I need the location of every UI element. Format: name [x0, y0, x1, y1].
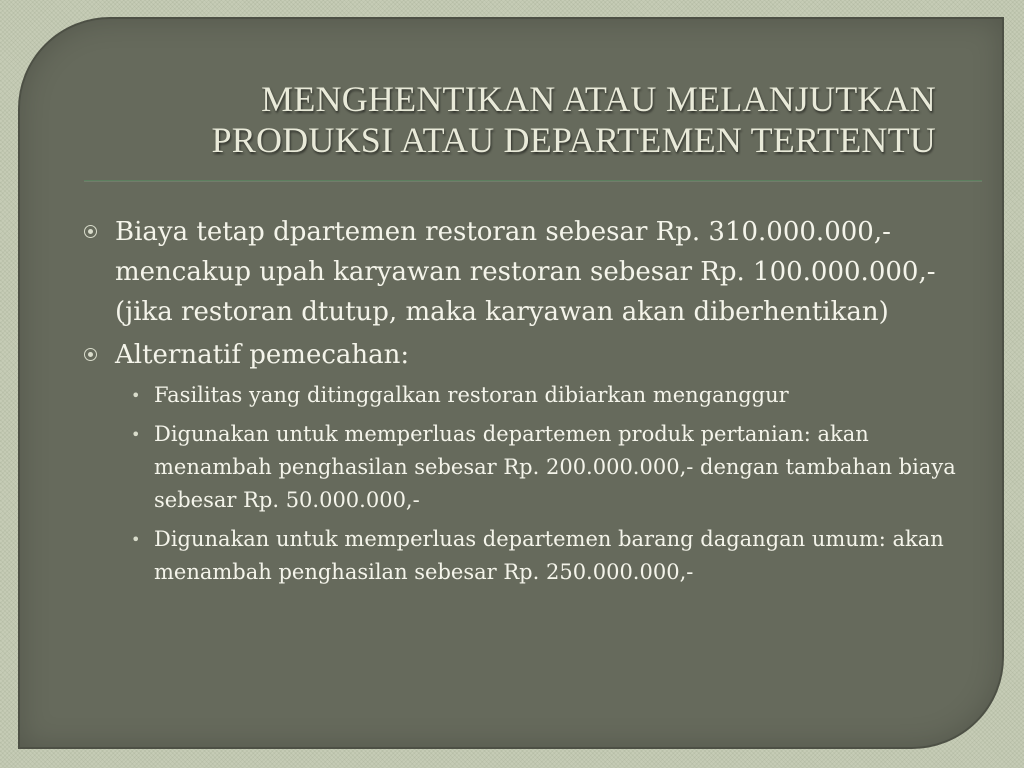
- slide-panel: [18, 17, 1004, 749]
- dot-bullet-icon: •: [131, 530, 141, 549]
- sub-bullet-text: Digunakan untuk memperluas departemen barang dagangan umum: akan menambah penghasilan sebesar Rp. 250.000.000,-: [154, 527, 944, 584]
- slide-title-line-1: MENGHENTIKAN ATAU MELANJUTKAN: [261, 79, 936, 119]
- title-divider: [84, 180, 982, 181]
- circle-dot-bullet-icon: [84, 348, 97, 361]
- sub-bullet-text: Digunakan untuk memperluas departemen produk pertanian: akan menambah penghasilan sebesar Rp. 200.000.000,- dengan tambahan biaya sebesar Rp. 50.000.000,-: [154, 422, 956, 512]
- sub-bullet-item: [84, 418, 984, 517]
- bullet-text: Alternatif pemecahan:: [115, 340, 410, 370]
- slide-title: [76, 79, 936, 161]
- bullet-text: Biaya tetap dpartemen restoran sebesar Rp. 310.000.000,- mencakup upah karyawan restoran sebesar Rp. 100.000.000,- (jika restoran dtutup, maka karyawan akan diberhentikan): [115, 217, 936, 327]
- bullet-item-fixed-cost: [84, 212, 984, 332]
- slide-content: [84, 212, 984, 595]
- circle-dot-bullet-icon: [84, 225, 97, 238]
- bullet-item-alternatives: [84, 335, 984, 375]
- sub-bullet-text: Fasilitas yang ditinggalkan restoran dibiarkan menganggur: [154, 383, 789, 407]
- slide-title-line-2: PRODUKSI ATAU DEPARTEMEN TERTENTU: [211, 120, 936, 160]
- sub-bullet-list: [84, 379, 984, 589]
- sub-bullet-item: [84, 379, 984, 412]
- sub-bullet-item: [84, 523, 984, 589]
- dot-bullet-icon: •: [131, 425, 141, 444]
- dot-bullet-icon: •: [131, 386, 141, 405]
